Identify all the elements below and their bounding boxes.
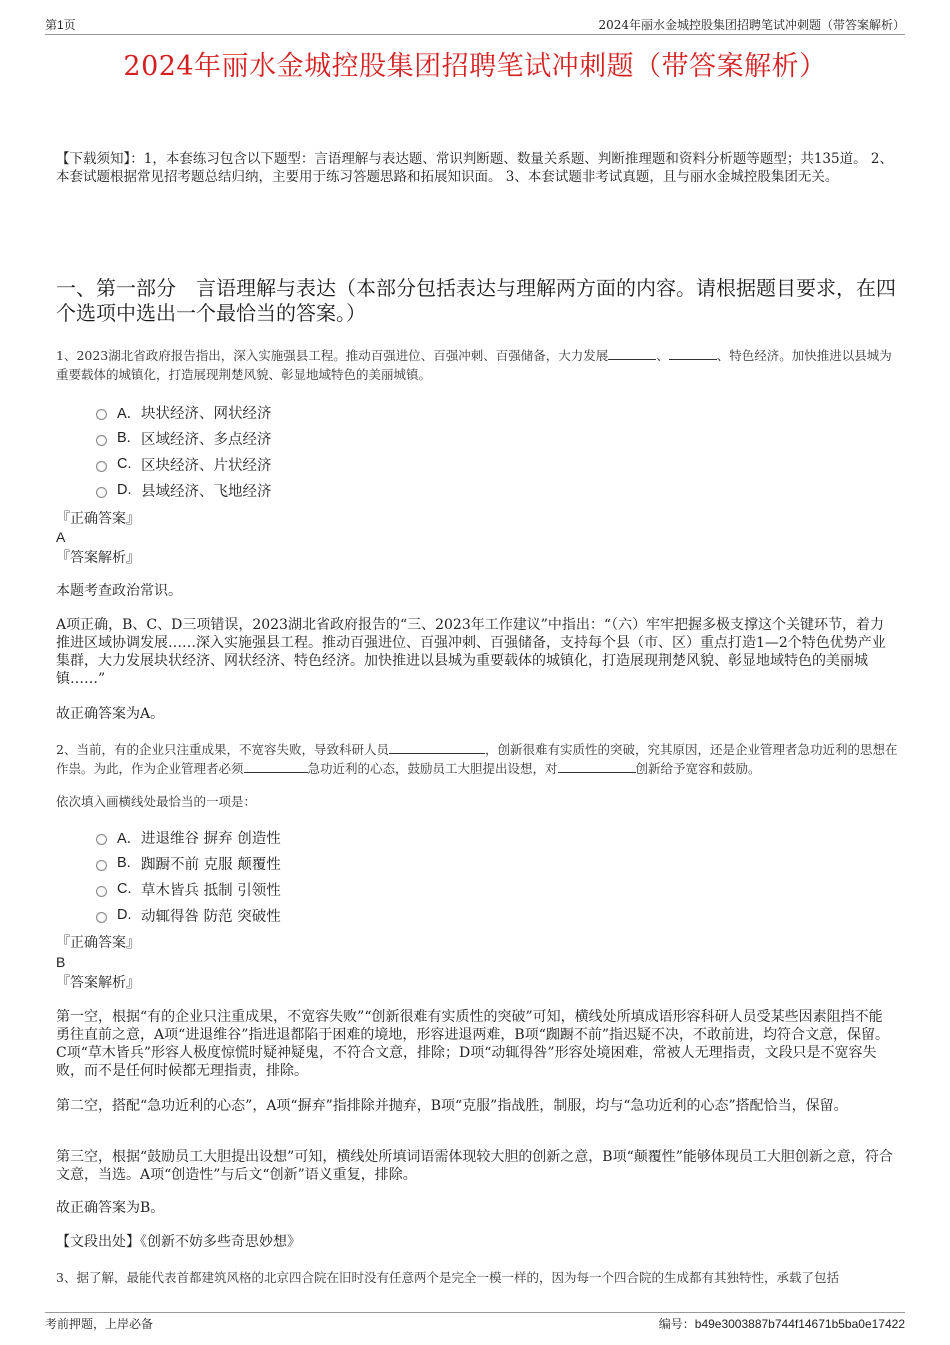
analysis-paragraph: A项正确，B、C、D三项错误，2023湖北省政府报告的“三、2023年工作建议”中指出：“（六）牢牢把握多极支撑这个关键环节，着力推进区域协调发展……深入实施强县工程。推动百强进位、百强冲刺、百强储备，支持每个县（市、区）重点打造1—2个特色优势产业集群，大力发展块状经济、网状经济、特色经济。加快推进以县城为重要载体的城镇化，打造展现荆楚风貌、彰显地域特色的美丽城镇……” <box>56 617 886 687</box>
option-b[interactable]: B. 踟蹰不前 克服 颠覆性 <box>96 850 281 876</box>
option-a[interactable]: A． 进退维谷 摒弃 创造性 <box>96 824 281 850</box>
radio-icon[interactable] <box>96 834 107 845</box>
footer-slogan: 考前押题，上岸必备 <box>45 1317 154 1331</box>
analysis-label: 『答案解析』 <box>56 975 140 991</box>
option-a[interactable]: A． 块状经济、网状经济 <box>96 399 272 425</box>
question-1-stem: 1、2023湖北省政府报告指出，深入实施强县工程。推动百强进位、百强冲刺、百强储备，大力发展 、 、特色经济。加快推进以县城为重要载体的城镇化，打造展现荆楚风貌、彰显地域特色的美丽城镇。 <box>56 348 892 382</box>
document-code: 编号：b49e3003887b744f14671b5ba0e17422 <box>658 1317 905 1331</box>
radio-icon[interactable] <box>96 461 107 472</box>
answer-label: 『正确答案』 <box>56 935 140 951</box>
analysis-paragraph: 故正确答案为A。 <box>56 706 165 722</box>
page-number: 第1页 <box>45 18 76 32</box>
radio-icon[interactable] <box>96 409 107 420</box>
page-title: 2024年丽水金城控股集团招聘笔试冲刺题（带答案解析） <box>123 51 827 82</box>
radio-icon[interactable] <box>96 487 107 498</box>
analysis-paragraph: 故正确答案为B。 <box>56 1200 165 1216</box>
analysis-label: 『答案解析』 <box>56 550 140 566</box>
radio-icon[interactable] <box>96 860 107 871</box>
question-2-options <box>96 824 281 928</box>
analysis-paragraph: 第一空，根据“有的企业只注重成果，不宽容失败”“创新很难有实质性的突破”可知，横线处所填成语形容科研人员受某些因素阻挡不能勇往直前之意，A项“进退维谷”指进退都陷于困难的境地，形容进退两难，B项“踟蹰不前”指迟疑不决，不敢前进，均符合文意，保留。C项“草木皆兵”形容人极度惊慌时疑神疑鬼，不符合文意，排除；D项“动辄得咎”形容处境困难，常被人无理指责，文段只是不宽容失败，而不是任何时候都无理指责，排除。 <box>56 1009 890 1079</box>
option-d[interactable]: D. 动辄得咎 防范 突破性 <box>96 902 281 928</box>
analysis-paragraph: 第二空，搭配“急功近利的心态”，A项“摒弃”指排除并抛弃，B项“克服”指战胜，制服，均与“急功近利的心态”搭配恰当，保留。 <box>56 1098 848 1114</box>
option-d[interactable]: D. 县域经济、飞地经济 <box>96 477 272 503</box>
answer-value: A <box>56 529 66 545</box>
radio-icon[interactable] <box>96 886 107 897</box>
question-2-stem: 2、当前，有的企业只注重成果，不宽容失败，导致科研人员 ，创新很难有实质性的突破，究其原因，还是企业管理者急功近利的思想在作祟。为此，作为企业管理者必须 急功近利的心态，鼓励员工大胆提出设想，对 创新给予宽容和鼓励。 <box>56 742 898 776</box>
analysis-paragraph: 本题考查政治常识。 <box>56 583 182 599</box>
option-c[interactable]: C. 区块经济、片状经济 <box>96 451 272 477</box>
answer-label: 『正确答案』 <box>56 511 140 527</box>
page-footer <box>45 1312 905 1333</box>
analysis-paragraph: 第三空，根据“鼓励员工大胆提出设想”可知，横线处所填词语需体现较大胆的创新之意，B项“颠覆性”能够体现员工大胆创新之意，符合文意，当选。A项“创造性”与后文“创新”语义重复，排除。 <box>56 1149 893 1183</box>
answer-value: B <box>56 954 66 970</box>
question-2-instruction: 依次填入画横线处最恰当的一项是： <box>56 794 257 809</box>
page-header <box>45 14 905 35</box>
option-c[interactable]: C. 草木皆兵 抵制 引领性 <box>96 876 281 902</box>
section-heading: 一、第一部分 言语理解与表达（本部分包括表达与理解两方面的内容。请根据题目要求，在四个选项中选出一个最恰当的答案。） <box>56 276 896 325</box>
source-citation: 【文段出处】《创新不妨多些奇思妙想》 <box>56 1234 301 1250</box>
radio-icon[interactable] <box>96 435 107 446</box>
header-doc-title: 2024年丽水金城控股集团招聘笔试冲刺题（带答案解析） <box>598 18 905 32</box>
radio-icon[interactable] <box>96 912 107 923</box>
question-1-options <box>96 399 272 503</box>
download-notice: 【下载须知】：1，本套练习包含以下题型：言语理解与表达题、常识判断题、数量关系题、判断推理题和资料分析题等题型；共135道。 2、本套试题根据常见招考题总结归纳，主要用于练习答题思路和拓展知识面。 3、本套试题非考试真题，且与丽水金城控股集团无关。 <box>56 151 893 185</box>
question-3-stem: 3、据了解，最能代表首都建筑风格的北京四合院在旧时没有任意两个是完全一模一样的，因为每一个四合院的生成都有其独特性，承载了包括 <box>56 1270 839 1285</box>
option-b[interactable]: B. 区域经济、多点经济 <box>96 425 272 451</box>
